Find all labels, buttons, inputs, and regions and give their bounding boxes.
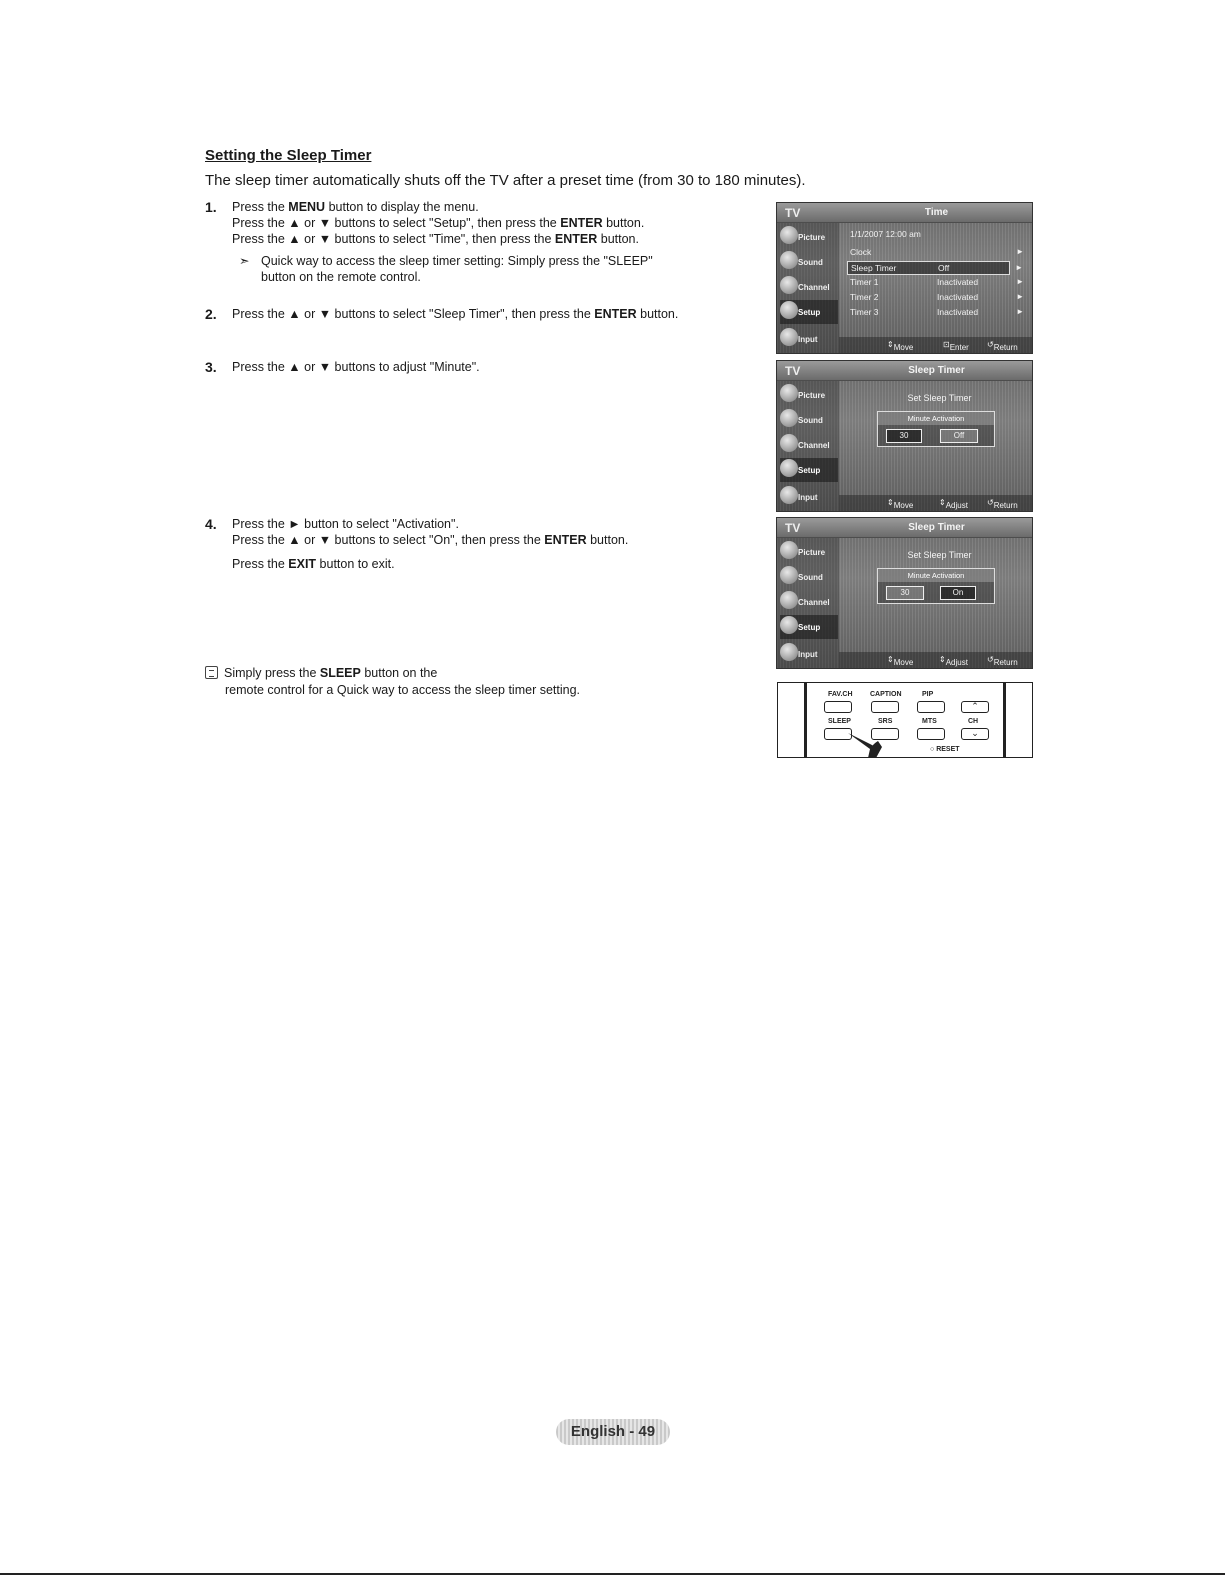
setup-icon <box>780 616 798 634</box>
return-hint: ↺ Return <box>987 340 1018 352</box>
step-number: 1. <box>205 199 217 215</box>
sidebar-item-channel[interactable]: Channel <box>780 433 838 457</box>
osd-sleep-timer-screen-1 <box>776 360 1033 512</box>
osd-time-screen <box>776 202 1033 354</box>
sidebar-item-sound[interactable]: Sound <box>780 565 838 589</box>
sound-icon <box>780 566 798 584</box>
sidebar-item-input[interactable]: Input <box>780 642 838 666</box>
note: Simply press the SLEEP button on the remote control for a Quick way to access the sleep timer setting. <box>205 665 580 699</box>
tv-label: TV <box>785 521 801 535</box>
move-hint: ⇕ Move <box>887 340 914 352</box>
sleep-label: SLEEP <box>828 718 851 725</box>
step-line: Press the ▲ or ▼ buttons to adjust "Minute". <box>232 360 480 374</box>
osd-header <box>777 203 1032 223</box>
activation-field[interactable]: Off <box>940 429 978 443</box>
minute-field[interactable]: 30 <box>886 429 922 443</box>
sidebar-item-picture[interactable]: Picture <box>780 225 838 249</box>
osd-footer <box>839 495 1032 511</box>
osd-sidebar <box>777 381 839 511</box>
pip-button[interactable] <box>917 701 945 713</box>
step-4 <box>205 516 765 572</box>
input-icon <box>780 643 798 661</box>
sidebar-item-input[interactable]: Input <box>780 485 838 509</box>
chevron-right-icon: ► <box>1016 307 1024 316</box>
osd-footer <box>839 652 1032 668</box>
enter-hint: ⊡ Enter <box>943 340 969 352</box>
step-line: Press the MENU button to display the menu. <box>232 200 479 214</box>
srs-label: SRS <box>878 718 893 725</box>
step-line: Press the ► button to select "Activation". <box>232 517 459 531</box>
picture-icon <box>780 226 798 244</box>
ch-label: CH <box>968 718 979 725</box>
pip-label: PIP <box>922 691 934 698</box>
osd-datetime: 1/1/2007 12:00 am <box>850 229 921 239</box>
caption-label: CAPTION <box>870 691 902 698</box>
input-icon <box>780 486 798 504</box>
osd-sidebar <box>777 223 839 353</box>
tv-label: TV <box>785 364 801 378</box>
remote-edge <box>804 683 807 757</box>
dialog-header: Minute Activation <box>878 569 994 582</box>
return-hint: ↺ Return <box>987 498 1018 510</box>
sidebar-item-input[interactable]: Input <box>780 327 838 351</box>
chevron-right-icon: ► <box>1015 263 1023 272</box>
adjust-hint: ⇕ Adjust <box>939 655 968 667</box>
osd-sleep-timer-screen-2 <box>776 517 1033 669</box>
picture-icon <box>780 541 798 559</box>
sidebar-item-setup[interactable]: Setup <box>780 615 838 639</box>
channel-icon <box>780 434 798 452</box>
step-number: 3. <box>205 359 217 375</box>
adjust-hint: ⇕ Adjust <box>939 498 968 510</box>
sleep-timer-dialog <box>877 568 995 604</box>
channel-icon <box>780 591 798 609</box>
osd-title: Sleep Timer <box>908 522 965 533</box>
mts-button[interactable] <box>917 728 945 740</box>
channel-up-button[interactable]: ⌃ <box>961 701 989 713</box>
page-bottom-rule <box>0 1573 1225 1575</box>
sidebar-item-setup[interactable]: Setup <box>780 458 838 482</box>
setup-icon <box>780 459 798 477</box>
sidebar-item-setup[interactable]: Setup <box>780 300 838 324</box>
return-hint: ↺ Return <box>987 655 1018 667</box>
osd-subtitle: Set Sleep Timer <box>907 550 972 560</box>
osd-header <box>777 518 1032 538</box>
menu-item-timer-2[interactable]: Timer 2 Inactivated ► <box>850 292 1024 302</box>
caption-button[interactable] <box>871 701 899 713</box>
step-number: 2. <box>205 306 217 322</box>
menu-item-clock[interactable]: Clock ► <box>850 247 1024 257</box>
tv-label: TV <box>785 206 801 220</box>
osd-header <box>777 361 1032 381</box>
pointing-hand-icon <box>846 731 886 759</box>
osd-subtitle: Set Sleep Timer <box>907 393 972 403</box>
input-icon <box>780 328 798 346</box>
page-title: Setting the Sleep Timer <box>205 147 372 164</box>
osd-title: Time <box>924 207 949 218</box>
step-line: Press the ▲ or ▼ buttons to select "On", then press the ENTER button. <box>232 533 629 547</box>
mts-label: MTS <box>922 718 937 725</box>
osd-title: Sleep Timer <box>908 365 965 376</box>
sidebar-item-sound[interactable]: Sound <box>780 250 838 274</box>
tip-note: ➣ Quick way to access the sleep timer setting: Simply press the "SLEEP" button on the remote control. <box>239 254 653 284</box>
chevron-right-icon: ► <box>1016 247 1024 256</box>
menu-item-sleep-timer[interactable]: Sleep Timer Off ► <box>847 261 1010 275</box>
chevron-right-icon: ► <box>1016 292 1024 301</box>
fav-ch-label: FAV.CH <box>828 691 853 698</box>
activation-field[interactable]: On <box>940 586 976 600</box>
sidebar-item-picture[interactable]: Picture <box>780 540 838 564</box>
menu-item-timer-3[interactable]: Timer 3 Inactivated ► <box>850 307 1024 317</box>
sleep-timer-dialog <box>877 411 995 447</box>
sound-icon <box>780 409 798 427</box>
intro-text: The sleep timer automatically shuts off the TV after a preset time (from 30 to 180 minutes). <box>205 172 806 189</box>
sidebar-item-sound[interactable]: Sound <box>780 408 838 432</box>
dialog-header: Minute Activation <box>878 412 994 425</box>
step-line: Press the ▲ or ▼ buttons to select "Time", then press the ENTER button. <box>232 232 639 246</box>
channel-down-button[interactable]: ⌄ <box>961 728 989 740</box>
page-number-badge: English - 49 <box>556 1419 670 1445</box>
move-hint: ⇕ Move <box>887 498 914 510</box>
channel-icon <box>780 276 798 294</box>
step-line: Press the EXIT button to exit. <box>232 557 395 571</box>
menu-item-timer-1[interactable]: Timer 1 Inactivated ► <box>850 277 1024 287</box>
step-number: 4. <box>205 516 217 532</box>
sidebar-item-channel[interactable]: Channel <box>780 275 838 299</box>
picture-icon <box>780 384 798 402</box>
step-line: Press the ▲ or ▼ buttons to select "Setup", then press the ENTER button. <box>232 216 645 230</box>
osd-sidebar <box>777 538 839 668</box>
setup-icon <box>780 301 798 319</box>
step-1 <box>205 199 765 285</box>
move-hint: ⇕ Move <box>887 655 914 667</box>
tip-arrow-icon: ➣ <box>239 254 250 268</box>
step-line: Press the ▲ or ▼ buttons to select "Sleep Timer", then press the ENTER button. <box>232 307 679 321</box>
chevron-right-icon: ► <box>1016 277 1024 286</box>
osd-footer <box>839 337 1032 353</box>
minute-field[interactable]: 30 <box>886 586 924 600</box>
reset-label: ○ RESET <box>930 746 960 753</box>
sound-icon <box>780 251 798 269</box>
sidebar-item-channel[interactable]: Channel <box>780 590 838 614</box>
note-icon <box>205 666 218 679</box>
remote-control-illustration <box>777 682 1033 758</box>
step-3 <box>205 359 765 375</box>
remote-edge <box>1003 683 1006 757</box>
sidebar-item-picture[interactable]: Picture <box>780 383 838 407</box>
fav-ch-button[interactable] <box>824 701 852 713</box>
step-2 <box>205 306 765 322</box>
